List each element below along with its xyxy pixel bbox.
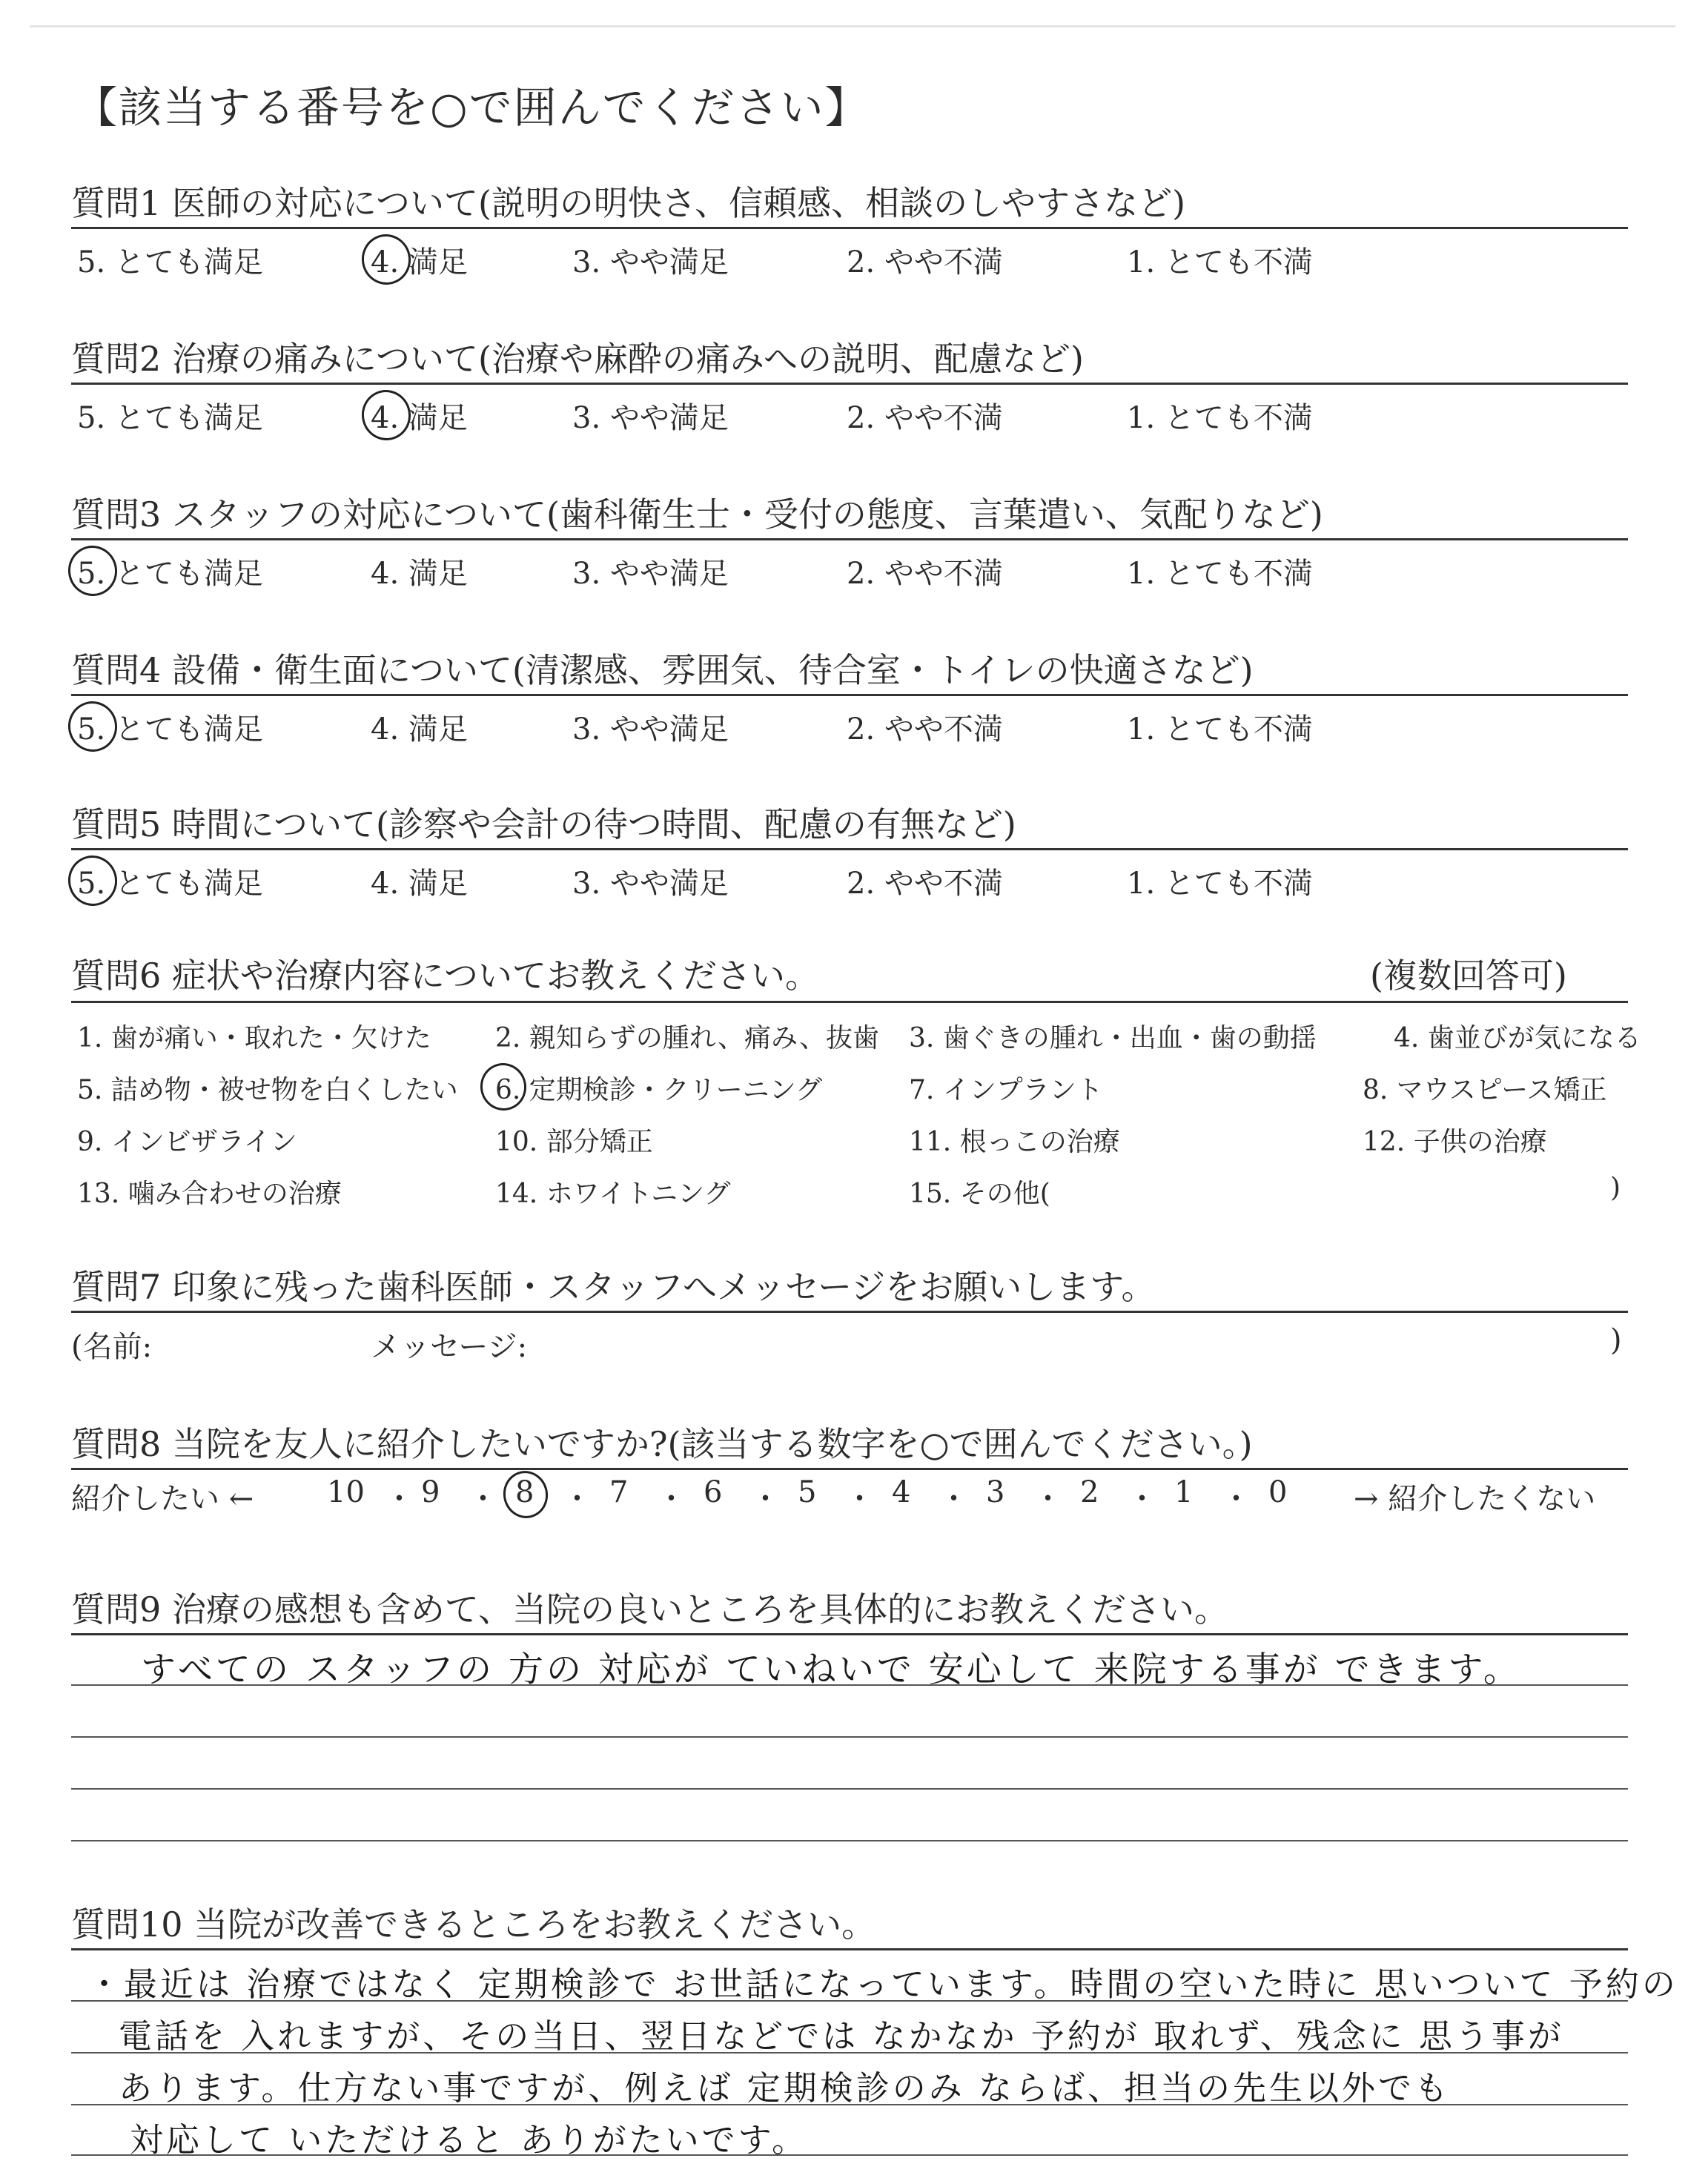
q6-item[interactable]: 2. 親知らずの腫れ、痛み、抜歯 bbox=[495, 1023, 880, 1053]
q4-option-4[interactable]: 4. 満足 bbox=[371, 712, 468, 747]
q3-option-5[interactable]: 5. とても満足 bbox=[77, 557, 263, 591]
q9-write-line-4 bbox=[71, 1840, 1628, 1841]
q5-heading: 質問5 時間について(診察や会計の待つ時間、配慮の有無など) bbox=[71, 804, 1016, 844]
q6-item[interactable]: 9. インビザライン bbox=[77, 1127, 297, 1157]
q6-heading-text: 質問6 症状や治療内容についてお教えください。 bbox=[71, 956, 819, 996]
q8-scale-number[interactable]: 3 bbox=[986, 1475, 1005, 1509]
q3-option-2[interactable]: 2. やや不満 bbox=[847, 557, 1003, 591]
q4-option-5[interactable]: 5. とても満足 bbox=[77, 712, 263, 747]
q8-selection-circle bbox=[499, 1466, 552, 1522]
q8-heading: 質問8 当院を友人に紹介したいですか?(該当する数字を○で囲んでください。) bbox=[71, 1424, 1253, 1464]
q9-rule bbox=[71, 1633, 1628, 1635]
q8-scale-number[interactable]: 0 bbox=[1268, 1475, 1288, 1509]
q1-option-4[interactable]: 4. 満足 bbox=[371, 245, 468, 279]
q2-rule bbox=[71, 383, 1628, 385]
q4-rule bbox=[71, 694, 1628, 696]
q4-option-3[interactable]: 3. やや満足 bbox=[572, 712, 729, 747]
q8-scale-number[interactable]: 2 bbox=[1080, 1475, 1099, 1509]
q10-answer-line-2: 電話を 入れますが、その当日、翌日などでは なかなか 予約が 取れず、残念に 思う事が bbox=[119, 2016, 1564, 2056]
q2-option-5[interactable]: 5. とても満足 bbox=[77, 401, 263, 435]
q7-rule bbox=[71, 1311, 1628, 1313]
q8-dot-separator: ・ bbox=[1033, 1482, 1063, 1516]
q1-option-1[interactable]: 1. とても不満 bbox=[1127, 245, 1313, 279]
q2-heading: 質問2 治療の痛みについて(治療や麻酔の痛みへの説明、配慮など) bbox=[71, 339, 1084, 379]
q8-dot-separator: ・ bbox=[750, 1482, 781, 1516]
q6-item[interactable]: 12. 子供の治療 bbox=[1363, 1127, 1547, 1157]
q6-item[interactable]: 8. マウスピース矯正 bbox=[1363, 1075, 1607, 1105]
q4-option-2[interactable]: 2. やや不満 bbox=[847, 712, 1003, 747]
q7-heading: 質問7 印象に残った歯科医師・スタッフへメッセージをお願いします。 bbox=[71, 1267, 1156, 1307]
q9-write-line-3 bbox=[71, 1788, 1628, 1790]
q8-rule bbox=[71, 1468, 1628, 1470]
q9-answer-line-1: すべての スタッフの 方の 対応が ていねいで 安心して 来院する事が できます。 bbox=[141, 1649, 1521, 1690]
q6-item[interactable]: 3. 歯ぐきの腫れ・出血・歯の動揺 bbox=[909, 1023, 1317, 1053]
q2-option-2[interactable]: 2. やや不満 bbox=[847, 401, 1003, 435]
q8-dot-separator: ・ bbox=[1127, 1482, 1157, 1516]
q6-note: (複数回答可) bbox=[1370, 956, 1567, 996]
q5-option-4[interactable]: 4. 満足 bbox=[371, 867, 468, 901]
q6-item[interactable]: 5. 詰め物・被せ物を白くしたい bbox=[77, 1075, 458, 1105]
q1-option-5[interactable]: 5. とても満足 bbox=[77, 245, 263, 279]
q10-answer-line-4: 対応して いただけると ありがたいです。 bbox=[130, 2120, 809, 2160]
q6-item[interactable]: 6. 定期検診・クリーニング bbox=[495, 1075, 823, 1105]
q8-scale-number[interactable]: 9 bbox=[421, 1475, 440, 1509]
q8-dot-separator: ・ bbox=[468, 1482, 498, 1516]
q3-option-1[interactable]: 1. とても不満 bbox=[1127, 557, 1313, 591]
q7-name-label: (名前: bbox=[71, 1330, 153, 1364]
q6-item[interactable]: 7. インプラント bbox=[909, 1075, 1103, 1105]
q8-dot-separator: ・ bbox=[939, 1482, 969, 1516]
q9-write-line-2 bbox=[71, 1736, 1628, 1738]
q8-left-label: 紹介したい ← bbox=[71, 1482, 254, 1516]
q8-dot-separator: ・ bbox=[844, 1482, 875, 1516]
q5-rule bbox=[71, 848, 1628, 850]
q5-option-3[interactable]: 3. やや満足 bbox=[572, 867, 729, 901]
q8-dot-separator: ・ bbox=[562, 1482, 592, 1516]
q8-scale-number[interactable]: 5 bbox=[798, 1475, 817, 1509]
scan-top-edge bbox=[30, 25, 1675, 27]
q8-dot-separator: ・ bbox=[656, 1482, 686, 1516]
q2-option-1[interactable]: 1. とても不満 bbox=[1127, 401, 1313, 435]
q1-rule bbox=[71, 227, 1628, 229]
q10-heading: 質問10 当院が改善できるところをお教えください。 bbox=[71, 1904, 876, 1945]
q1-heading: 質問1 医師の対応について(説明の明快さ、信頼感、相談のしやすさなど) bbox=[71, 183, 1186, 223]
q8-scale-number[interactable]: 7 bbox=[609, 1475, 629, 1509]
q8-scale-number[interactable]: 8 bbox=[515, 1475, 534, 1509]
q8-scale-number[interactable]: 4 bbox=[892, 1475, 911, 1509]
q8-dot-separator: ・ bbox=[1221, 1482, 1251, 1516]
q6-item[interactable]: 10. 部分矯正 bbox=[495, 1127, 653, 1157]
q6-item[interactable]: 15. その他( bbox=[909, 1179, 1050, 1209]
q6-item[interactable]: 14. ホワイトニング bbox=[495, 1179, 731, 1209]
q7-message-label: メッセージ: bbox=[371, 1330, 528, 1364]
q3-option-4[interactable]: 4. 満足 bbox=[371, 557, 468, 591]
q2-option-4[interactable]: 4. 満足 bbox=[371, 401, 468, 435]
q2-option-3[interactable]: 3. やや満足 bbox=[572, 401, 729, 435]
q6-item[interactable]: 13. 噛み合わせの治療 bbox=[77, 1179, 342, 1209]
q3-rule bbox=[71, 538, 1628, 540]
q8-right-label: → 紹介したくない bbox=[1354, 1482, 1596, 1516]
q4-option-1[interactable]: 1. とても不満 bbox=[1127, 712, 1313, 747]
q8-scale-number[interactable]: 10 bbox=[327, 1475, 365, 1509]
q10-rule bbox=[71, 1948, 1628, 1950]
q1-option-2[interactable]: 2. やや不満 bbox=[847, 245, 1003, 279]
q7-close-paren: ) bbox=[1610, 1323, 1622, 1357]
q5-option-2[interactable]: 2. やや不満 bbox=[847, 867, 1003, 901]
q6-item[interactable]: 11. 根っこの治療 bbox=[909, 1127, 1120, 1157]
q9-heading: 質問9 治療の感想も含めて、当院の良いところを具体的にお教えください。 bbox=[71, 1589, 1228, 1629]
q6-rule bbox=[71, 1001, 1628, 1003]
q1-option-3[interactable]: 3. やや満足 bbox=[572, 245, 729, 279]
q8-scale-number[interactable]: 6 bbox=[704, 1475, 723, 1509]
q8-scale-number[interactable]: 1 bbox=[1174, 1475, 1194, 1509]
q10-answer-line-1: ・最近は 治療ではなく 定期検診で お世話になっています。時間の空いた時に 思いついて 予約の bbox=[87, 1965, 1678, 2004]
q6-item[interactable]: 1. 歯が痛い・取れた・欠けた bbox=[77, 1023, 431, 1053]
q5-option-1[interactable]: 1. とても不満 bbox=[1127, 867, 1313, 901]
q10-answer-line-3: あります。仕方ない事ですが、例えば 定期検診のみ ならば、担当の先生以外でも bbox=[119, 2068, 1452, 2108]
page-title: 【該当する番号を○で囲んでください】 bbox=[74, 82, 870, 133]
q8-dot-separator: ・ bbox=[384, 1482, 414, 1516]
q3-heading: 質問3 スタッフの対応について(歯科衛生士・受付の態度、言葉遣い、気配りなど) bbox=[71, 494, 1323, 535]
q4-heading: 質問4 設備・衛生面について(清潔感、雰囲気、待合室・トイレの快適さなど) bbox=[71, 650, 1254, 690]
q6-item[interactable]: 4. 歯並びが気になる bbox=[1394, 1023, 1641, 1053]
q6-other-close-paren: ) bbox=[1610, 1173, 1621, 1203]
q5-option-5[interactable]: 5. とても満足 bbox=[77, 867, 263, 901]
q3-option-3[interactable]: 3. やや満足 bbox=[572, 557, 729, 591]
